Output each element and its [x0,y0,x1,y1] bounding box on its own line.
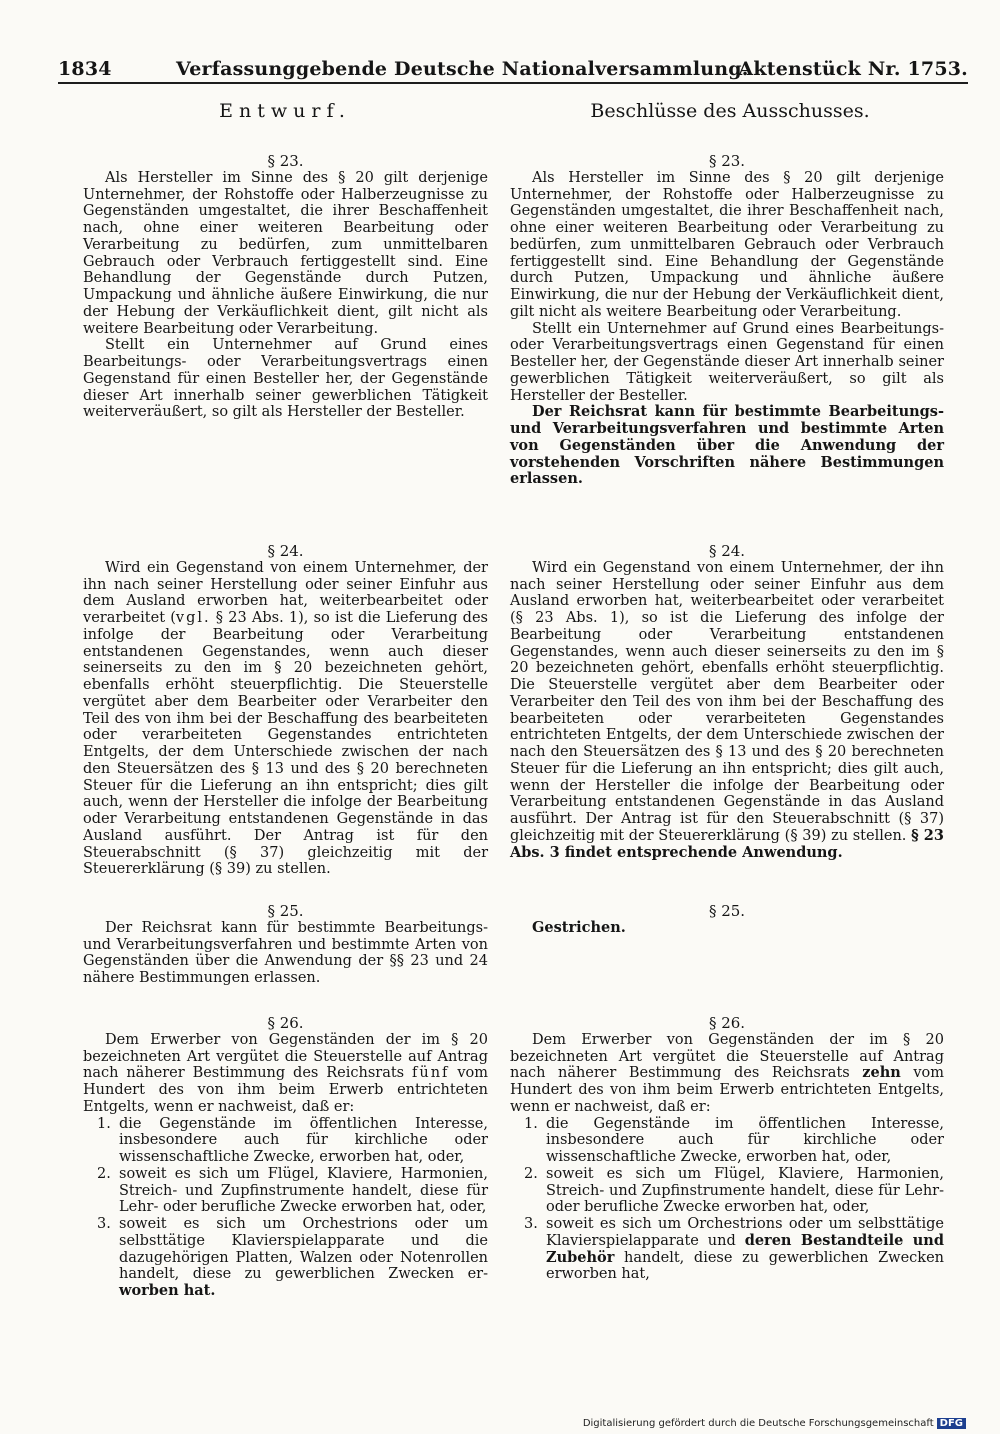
item-text: handelt, diese zu gewerblichen Zwecken erworben hat, [546,1249,944,1283]
added-text: zehn [862,1064,901,1082]
draft-column [83,153,488,1353]
committee-section-26 [510,1015,944,1283]
text-run: Dem Erwerber von Gegenständen der im § 20 bezeichneten Art vergütet die Steuerstelle auf Antrag nach näherer Bestimmung des Reichsrats [510,1031,944,1082]
document-number: Aktenstück Nr. 1753. [738,58,968,80]
text-run: fünf [412,1065,450,1082]
section-title: § 24. [708,542,746,560]
condition-list [510,1116,944,1284]
item-text: worben hat. [119,1282,216,1299]
page-number: 1834 [58,58,112,80]
draft-section-25 [83,903,488,987]
text-run: Dem Erwerber von Gegenständen der im § 20 bezeichneten Art vergütet die Steuerstelle auf Antrag nach näherer Bestimmung des Reichsrats [83,1031,488,1082]
list-item [83,1116,488,1166]
draft-section-26 [83,1015,488,1300]
paragraph: Als Hersteller im Sinne des § 20 gilt derjenige Unternehmer, der Rohstoffe oder Halberzeugnisse zu Gegenständen umgestaltet, die ihrer Beschaffenheit nach, ohne einer weiteren Bearbeitung oder Verarbeitung zu bedürfen, zum unmittelbaren Gebrauch oder Verbrauch fertiggestellt sind. Eine Behandlung der Gegenstände durch Putzen, Umpackung und ähnliche äußere Einwirkung, die nur der Hebung der Verkäuflichkeit dient, gilt nicht als weitere Bearbeitung oder Verarbeitung. [83,169,488,337]
item-number: 1. [97,1115,111,1132]
paragraph: Der Reichsrat kann für bestimmte Bearbeitungs- und Verarbeitungsverfahren und bestimmte Arten von Gegenständen über die Anwendung der §§ 23 und 24 nähere Bestimmungen erlassen. [83,919,488,986]
added-paragraph: Der Reichsrat kann für bestimmte Bearbeitungs- und Verarbeitungsverfahren und bestimmte Arten von Gegenständen über die Anwendung der vorstehenden Vorschriften nähere Bestimmungen erlassen. [510,403,944,488]
section-title: § 26. [267,1014,304,1032]
committee-section-24 [510,543,944,861]
paragraph [510,1032,944,1116]
credit-text: Digitalisierung gefördert durch die Deutsche Forschungsgemeinschaft [582,1418,934,1429]
text-run: Wird ein Gegenstand von einem Unternehmer, der ihn nach seiner Herstellung oder seiner Einfuhr aus dem Ausland erworben hat, weiterbearbeitet oder verarbeitet (§ 23 Abs. 1), so ist die Lieferung des infolge der Bearbeitung oder Verarbeitung entstandenen Gegenstandes, wenn auch dieser seinerseits zu den im § 20 bezeichneten gehört, ebenfalls erhöht steuerpflichtig. Die Steuerstelle vergütet aber dem Bearbeiter oder Verarbeiter den Teil des von ihm bei der Beschaffung des bearbeiteten oder verarbeiteten Gegenstandes entrichteten Entgelts, der dem Unterschiede zwischen der nach den Steuersätzen des § 13 und des § 20 berechneten Steuer für die Lieferung an ihn entspricht; dies gilt auch, wenn der Hersteller die infolge der Bearbeitung oder Verarbeitung entstandenen Gegenstände in das Ausland ausführt. Der Antrag ist für den Steuerabschnitt (§ 37) gleichzeitig mit der Steuererklärung (§ 39) zu stellen. [510,559,944,844]
committee-column [510,153,944,1353]
digitization-credit [583,1418,966,1429]
paragraph [83,560,488,878]
text-run: vom Hundert des von ihm beim Erwerb entrichteten Entgelts, wenn er nachweist, daß er: [510,1065,945,1115]
item-text: die Gegenstände im öffentlichen Interesse, insbesondere auch für kirchliche oder wissenschaftliche Zwecke, erworben hat, oder, [546,1115,944,1165]
dfg-logo: DFG [937,1418,966,1429]
paragraph [83,1032,488,1116]
section-title: § 23. [267,152,304,170]
list-item [510,1216,944,1283]
list-item [83,1216,488,1300]
item-text: soweit es sich um Orchestrions oder um selbsttätige Klavierspielapparate und [546,1216,944,1249]
text-run: Wird ein Gegenstand von einem Unternehmer, der ihn nach seiner Herstellung oder seiner Einfuhr aus dem Ausland erworben hat, weiterbearbeitet oder verarbeitet ( [83,559,488,626]
struck-note: Gestrichen. [532,918,626,936]
paragraph: Stellt ein Unternehmer auf Grund eines Bearbeitungs- oder Verarbeitungsvertrags einen Gegenstand für einen Besteller her, der Gegenstände dieser Art innerhalb seiner gewerblichen Tätigkeit weiterveräußert, so gilt als Hersteller der Besteller. [83,337,488,421]
draft-section-24 [83,543,488,878]
list-item [510,1166,944,1216]
item-number: 3. [97,1216,111,1232]
draft-section-23 [83,153,488,421]
left-column-heading: Entwurf. [219,100,351,122]
running-title: Verfassunggebende Deutsche Nationalversammlung. [176,58,749,80]
text-run: § 23 Abs. 1), so ist die Lieferung des infolge der Bearbeitung oder Verarbeitung entstandenen Gegenstandes, wenn auch dieser seinerseits zu den im § 20 bezeichneten gehört, ebenfalls erhöht steuerpflichtig. Die Steuerstelle vergütet aber dem Bearbeiter oder Verarbeiter den Teil des von ihm bei der Beschaffung des bearbeiteten oder verarbeiteten Gegenstandes entrichteten Entgelts, der dem Unterschiede zwischen der nach den Steuersätzen des § 13 und des § 20 berechneten Steuer für die Lieferung an ihn entspricht; dies gilt auch, wenn der Hersteller die infolge der Bearbeitung oder Verarbeitung entstandenen Gegenstände in das Ausland ausführt. Der Antrag ist für den Steuerabschnitt (§ 37) gleichzeitig mit der Steuererklärung (§ 39) zu stellen. [83,610,488,878]
section-title: § 25. [708,902,746,920]
committee-section-23 [510,153,944,488]
item-number: 2. [97,1165,111,1182]
item-text: soweit es sich um Flügel, Klaviere, Harmonien, Streich- und Zupfinstrumente handelt, diese für Lehr- oder berufliche Zwecke erworben hat, oder, [119,1165,488,1216]
section-title: § 24. [267,542,304,560]
item-number: 2. [524,1165,538,1182]
added-text: § 23 Abs. 3 findet entsprechende Anwendung. [510,826,944,861]
right-column-heading: Beschlüsse des Ausschusses. [590,100,870,122]
item-number: 1. [524,1115,538,1132]
condition-list [83,1116,488,1300]
item-text: soweit es sich um Flügel, Klaviere, Harmonien, Streich- und Zupfinstrumente handelt, diese für Lehr- oder berufliche Zwecke erworben hat, oder, [546,1165,944,1216]
section-title: § 26. [708,1014,746,1032]
header-rule [58,82,968,84]
item-text: die Gegenstände im öffentlichen Interesse, insbesondere auch für kirchliche oder wissenschaftliche Zwecke, erworben hat, oder, [119,1115,488,1165]
paragraph [510,560,944,862]
paragraph: Stellt ein Unternehmer auf Grund eines Bearbeitungs- oder Verarbeitungsvertrags einen Gegenstand für einen Besteller her, der Gegenstände dieser Art innerhalb seiner gewerblichen Tätigkeit weiterveräußert, so gilt als Hersteller der Besteller. [510,320,944,404]
item-text: soweit es sich um Orchestrions oder um selbsttätige Klavierspielapparate und die dazugehörigen Platten, Walzen oder Notenrollen handelt, diese zu gewerblichen Zwecken er- [119,1216,488,1283]
section-title: § 23. [708,152,746,170]
paragraph: Als Hersteller im Sinne des § 20 gilt derjenige Unternehmer, der Rohstoffe oder Halberzeugnisse zu Gegenständen umgestaltet, die ihrer Beschaffenheit nach, ohne einer weiteren Bearbeitung oder Verarbeitung zu bedürfen, zum unmittelbaren Gebrauch oder Verbrauch fertiggestellt sind. Eine Behandlung der Gegenstände durch Putzen, Umpackung und ähnliche äußere Einwirkung, die nur der Hebung der Verkäuflichkeit dient, gilt nicht als weitere Bearbeitung oder Verarbeitung. [510,169,944,320]
committee-section-25 [510,903,944,937]
list-item [83,1166,488,1216]
text-run: vom Hundert des von ihm beim Erwerb entrichteten Entgelts, wenn er nachweist, daß er: [83,1065,488,1115]
section-title: § 25. [267,902,304,920]
added-text: deren Bestandteile und Zubehör [546,1231,944,1266]
list-item [510,1116,944,1166]
text-run: vgl. [175,610,211,626]
item-number: 3. [524,1216,538,1232]
